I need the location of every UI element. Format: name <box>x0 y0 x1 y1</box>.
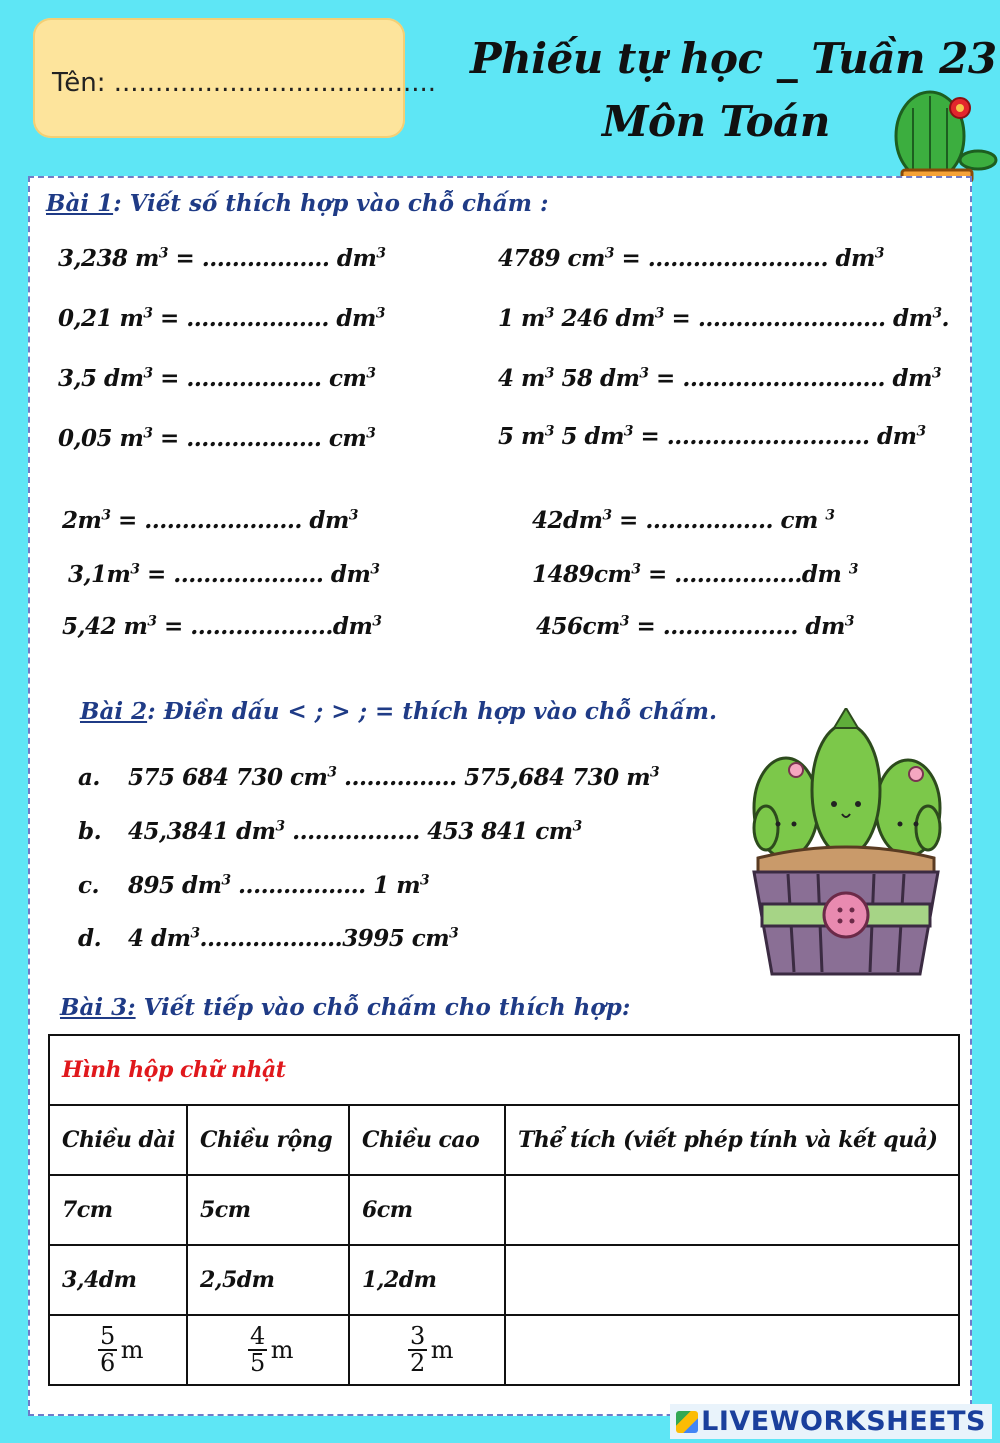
table-row <box>49 1175 959 1245</box>
cell-length: 7cm <box>49 1175 187 1245</box>
exercise-3-heading: Bài 3: Viết tiếp vào chỗ chấm cho thích hợp: <box>60 994 631 1021</box>
table-caption: Hình hộp chữ nhật <box>49 1035 959 1105</box>
cell-width: 5cm <box>187 1175 349 1245</box>
logo-mark-icon <box>676 1411 698 1433</box>
cell-height: 1,2dm <box>349 1245 505 1315</box>
table-header-row <box>49 1105 959 1175</box>
ex1-item-2[interactable]: 0,21 $m^3$ = ................... $dm^3$ <box>58 305 385 332</box>
cell-volume-answer[interactable] <box>505 1175 959 1245</box>
ex1-item-4[interactable]: 0,05 $m^3$ = .................. $cm^3$ <box>58 425 376 452</box>
cell-length-fraction: $\frac{5}{6}$ m <box>49 1315 187 1385</box>
ex1-item-7[interactable]: 4 $m^3$ 58 $dm^3$ = ........................... $dm^3$ <box>498 365 942 392</box>
name-label[interactable]: Tên: ....................................... <box>52 68 437 98</box>
header-width: Chiều rộng <box>187 1105 349 1175</box>
ex1-item-3[interactable]: 3,5 $dm^3$ = .................. $cm^3$ <box>58 365 376 392</box>
worksheet-title: Phiếu tự học _ Tuần 23 <box>470 34 997 83</box>
header-length: Chiều dài <box>49 1105 187 1175</box>
exercise-2-heading: Bài 2: Điền dấu < ; > ; = thích hợp vào chỗ chấm. <box>80 698 717 725</box>
header-height: Chiều cao <box>349 1105 505 1175</box>
ex1-item-14[interactable]: $456cm^3$ = .................. $dm^3$ <box>536 613 854 640</box>
cell-length: 3,4dm <box>49 1245 187 1315</box>
ex1-item-13[interactable]: $1489cm^3 = .................dm$ $^3$ <box>532 561 858 588</box>
exercise-1-heading: Bài 1: Viết số thích hợp vào chỗ chấm : <box>46 190 549 217</box>
table-row <box>49 1245 959 1315</box>
ex1-item-5[interactable]: 4789 $cm^3$ = ........................ $dm^3$ <box>498 245 884 272</box>
cactus-group-pot-icon <box>748 708 944 980</box>
ex2-item-d[interactable]: d. 4 $dm^3...................3995$ $cm^3$ <box>78 925 459 952</box>
cell-volume-answer[interactable] <box>505 1245 959 1315</box>
cell-height-fraction: $\frac{3}{2}$ m <box>349 1315 505 1385</box>
ex1-item-1[interactable]: 3,238 $m^3$ = ................. $dm^3$ <box>58 245 386 272</box>
table-row <box>49 1315 959 1385</box>
worksheet-subject: Môn Toán <box>602 97 830 146</box>
ex1-item-11[interactable]: 5,42 $m^3 = ...................dm^3$ <box>62 613 382 640</box>
ex1-item-8[interactable]: 5 $m^3$ 5 $dm^3$ = ........................... $dm^3$ <box>498 423 926 450</box>
cell-volume-answer[interactable] <box>505 1315 959 1385</box>
ex2-item-c[interactable]: c. 895 $dm^3$ ................. 1 $m^3$ <box>78 872 430 899</box>
ex1-item-12[interactable]: $42dm^3$ = ................. cm $^3$ <box>532 507 835 534</box>
liveworksheets-logo: LIVEWORKSHEETS <box>670 1404 992 1439</box>
cell-height: 6cm <box>349 1175 505 1245</box>
volume-table <box>48 1034 960 1386</box>
ex1-item-6[interactable]: 1 $m^3$ 246 $dm^3$ = ......................... $dm^3$. <box>498 305 950 332</box>
ex1-item-9[interactable]: $2m^3$ = ..................... $dm^3$ <box>62 507 358 534</box>
ex2-item-b[interactable]: b. 45,3841 $dm^3$ ................. 453 841 $cm^3$ <box>78 818 582 845</box>
cell-width-fraction: $\frac{4}{5}$ m <box>187 1315 349 1385</box>
ex1-item-10[interactable]: $3,1m^3$ = .................... $dm^3$ <box>68 561 380 588</box>
ex2-item-a[interactable]: a. 575 684 730 $cm^3$ ............... 575,684 730 $m^3$ <box>78 764 660 791</box>
header-volume: Thể tích (viết phép tính và kết quả) <box>505 1105 959 1175</box>
cell-width: 2,5dm <box>187 1245 349 1315</box>
